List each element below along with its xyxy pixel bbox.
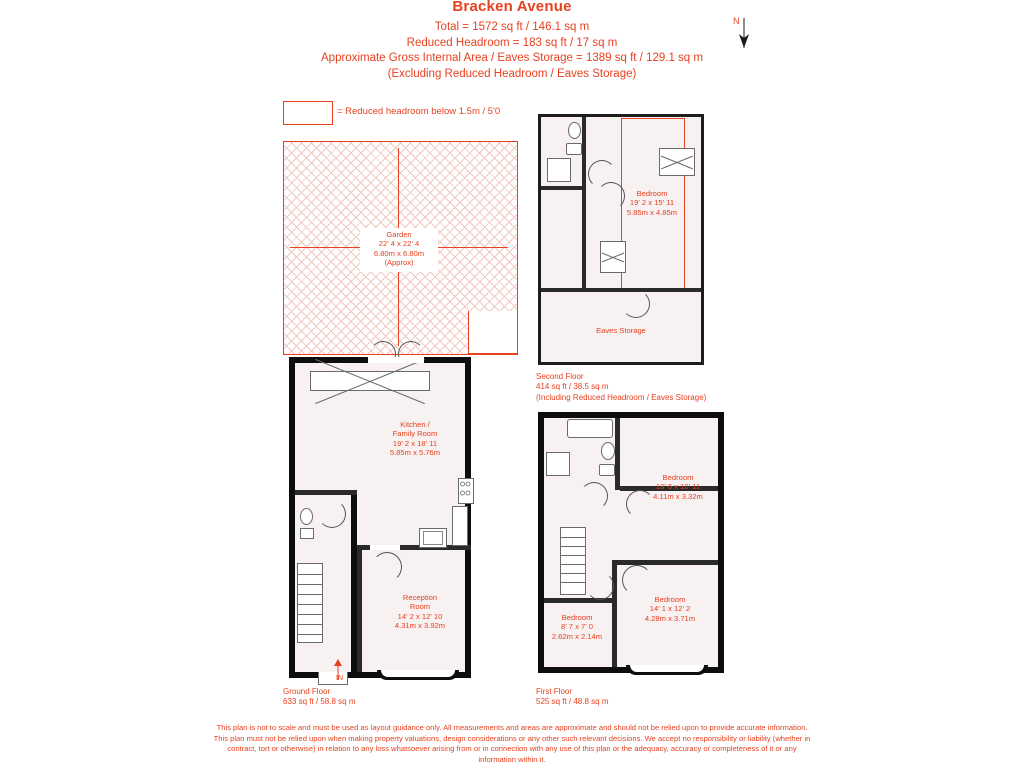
first-wall-right (718, 412, 724, 673)
first-bedroom-small-name: Bedroom (561, 613, 593, 622)
cloakroom-wc-icon (300, 508, 313, 525)
first-bedroom-small-label (542, 613, 612, 641)
second-wall-internal-eaves (541, 288, 701, 292)
second-floor-area: 414 sq ft / 38.5 sq m (536, 382, 609, 392)
ground-rear-rooflight (310, 371, 430, 391)
kitchen-dim-imperial: 19' 2 x 18' 11 (392, 438, 438, 448)
cloakroom-basin-icon (300, 528, 314, 539)
garden-patio-step (468, 311, 518, 354)
first-bedroom-front-dim-metric: 4.28m x 3.71m (644, 613, 696, 623)
first-floor-name: First Floor (536, 687, 572, 696)
ground-floor-name: Ground Floor (283, 687, 331, 696)
entrance-in-label: IN (336, 675, 343, 682)
area-summary (0, 20, 1024, 82)
first-bedroom-front-door-arc (622, 565, 652, 595)
first-bedroom-small-door-arc (586, 572, 614, 600)
kitchen-name-line2: Family Room (392, 429, 438, 439)
ground-floor-label (283, 687, 355, 708)
garden-label (360, 230, 438, 268)
second-wall-right (701, 114, 704, 365)
summary-line-total: Total = 1572 sq ft / 146.1 sq m (434, 21, 590, 33)
first-bedroom-front-name: Bedroom (654, 595, 686, 604)
first-wall-internal-bed-front (617, 560, 718, 565)
ground-rear-door-arc-left (370, 341, 396, 367)
second-rooflight-right (659, 148, 695, 176)
first-wall-internal-corridor (612, 560, 617, 667)
first-bath-door-arc (580, 482, 608, 510)
garden-dim-imperial: 22' 4 x 22' 4 (378, 239, 420, 249)
second-eaves-label (575, 326, 667, 335)
second-floor-label (536, 372, 706, 403)
ground-floor-area: 633 sq ft / 58.8 sq m (283, 697, 356, 707)
kitchen-label (360, 420, 470, 458)
second-wall-bottom (538, 362, 704, 365)
second-wall-internal-landing (541, 186, 586, 190)
garden-name: Garden (386, 230, 412, 239)
first-bedroom-front-dim-imperial: 14' 1 x 12' 2 (649, 604, 691, 614)
summary-line-reduced-headroom: Reduced Headroom = 183 sq ft / 17 sq m (406, 36, 618, 49)
kitchen-counter-right (452, 506, 468, 546)
garden-dim-metric: 6.80m x 6.80m (373, 248, 425, 258)
reception-dim-metric: 4.31m x 3.92m (394, 621, 446, 631)
second-eaves-door-arc (622, 290, 650, 318)
second-bedroom-dim-metric: 5.85m x 4.85m (626, 207, 678, 217)
kitchen-dim-metric: 5.85m x 5.76m (389, 448, 441, 458)
second-shower-icon (547, 158, 571, 182)
second-basin-icon (566, 143, 582, 155)
ground-wall-internal-3 (357, 550, 362, 672)
first-bedroom-main-dim-metric: 4.11m x 3.32m (653, 491, 703, 501)
summary-line-gross-internal: Approximate Gross Internal Area / Eaves Storage = 1389 sq ft / 129.1 sq m (321, 52, 703, 64)
second-bedroom-dim-imperial: 19' 2 x 15' 11 (629, 198, 675, 208)
ground-wall-left-upper (289, 357, 295, 497)
second-wall-internal-hall (582, 189, 586, 288)
first-bedroom-main-name: Bedroom (662, 473, 694, 482)
compass-north-label: N (733, 16, 740, 26)
kitchen-sink-bowl (423, 531, 443, 545)
summary-line-exclusion: (Excluding Reduced Headroom / Eaves Storage) (387, 67, 637, 80)
first-wall-top (538, 412, 724, 418)
legend-label: = Reduced headroom below 1.5m / 5'0 (337, 106, 501, 117)
second-wall-internal-bath (582, 117, 586, 189)
first-bath-tub-icon (567, 419, 613, 438)
legend-swatch (283, 101, 333, 125)
second-eaves-hatch-left (600, 241, 626, 273)
page-title: Bracken Avenue (452, 0, 572, 15)
first-bedroom-small-dim-imperial: 8' 7 x 7' 0 (560, 622, 594, 632)
second-wc-icon (568, 122, 581, 139)
ground-bay-window-glazing (381, 670, 455, 677)
reception-door-arc (372, 552, 402, 582)
second-wall-top (538, 114, 704, 117)
reception-dim-imperial: 14' 2 x 12' 10 (397, 611, 443, 621)
garden-approx-note: (Approx) (384, 258, 414, 268)
first-shower-icon (546, 452, 570, 476)
first-bedroom-small-dim-metric: 2.62m x 2.14m (551, 631, 603, 641)
first-bay-window-glazing (630, 665, 704, 672)
first-floor-label (536, 687, 608, 708)
first-wall-internal-bath (615, 418, 620, 490)
cloakroom-door-arc (318, 500, 346, 528)
ground-rear-door-arc-right (398, 341, 424, 367)
first-floor-area: 525 sq ft / 48.8 sq m (536, 697, 609, 707)
ground-wall-internal-2 (295, 490, 357, 495)
reception-label (372, 593, 468, 631)
first-bedroom-main-dim-imperial: 13' 6 x 10' 11 (655, 482, 701, 492)
reception-name-line1: Reception (402, 593, 438, 602)
compass-rose (726, 14, 766, 56)
kitchen-hob-burners (458, 478, 472, 502)
second-wall-left (538, 114, 541, 365)
second-floor-note: (Including Reduced Headroom / Eaves Storage) (536, 392, 707, 402)
first-staircase (560, 527, 586, 595)
kitchen-name-line1: Kitchen / (400, 420, 430, 429)
second-bedroom-name: Bedroom (636, 189, 668, 198)
ground-staircase (297, 563, 323, 643)
first-bath-wc-icon (601, 442, 615, 460)
first-bedroom-front-label (622, 595, 718, 623)
reception-name-line2: Room (409, 602, 431, 612)
second-bedroom-label (604, 189, 700, 217)
ground-rear-door-opening (368, 357, 424, 363)
first-bedroom-main-label (630, 473, 726, 501)
second-floor-name: Second Floor (536, 372, 584, 381)
disclaimer-text: This plan is not to scale and must be used as layout guidance only. All measurements and areas are approximate and should not be relied upon to provide accurate information. This plan must not be relied upon when making property valuations, design considerations or any other such relevant decisions. We accept no responsibility or liability (whether in contract, tort or otherwise) in relation to any loss whatsoever arising from or in connection with any use of this plan or the adequacy, accuracy or completeness of it or any information within it. (213, 723, 811, 764)
first-bath-basin-icon (599, 464, 615, 476)
reception-door-opening (370, 545, 400, 550)
second-eaves-name: Eaves Storage (596, 326, 646, 335)
